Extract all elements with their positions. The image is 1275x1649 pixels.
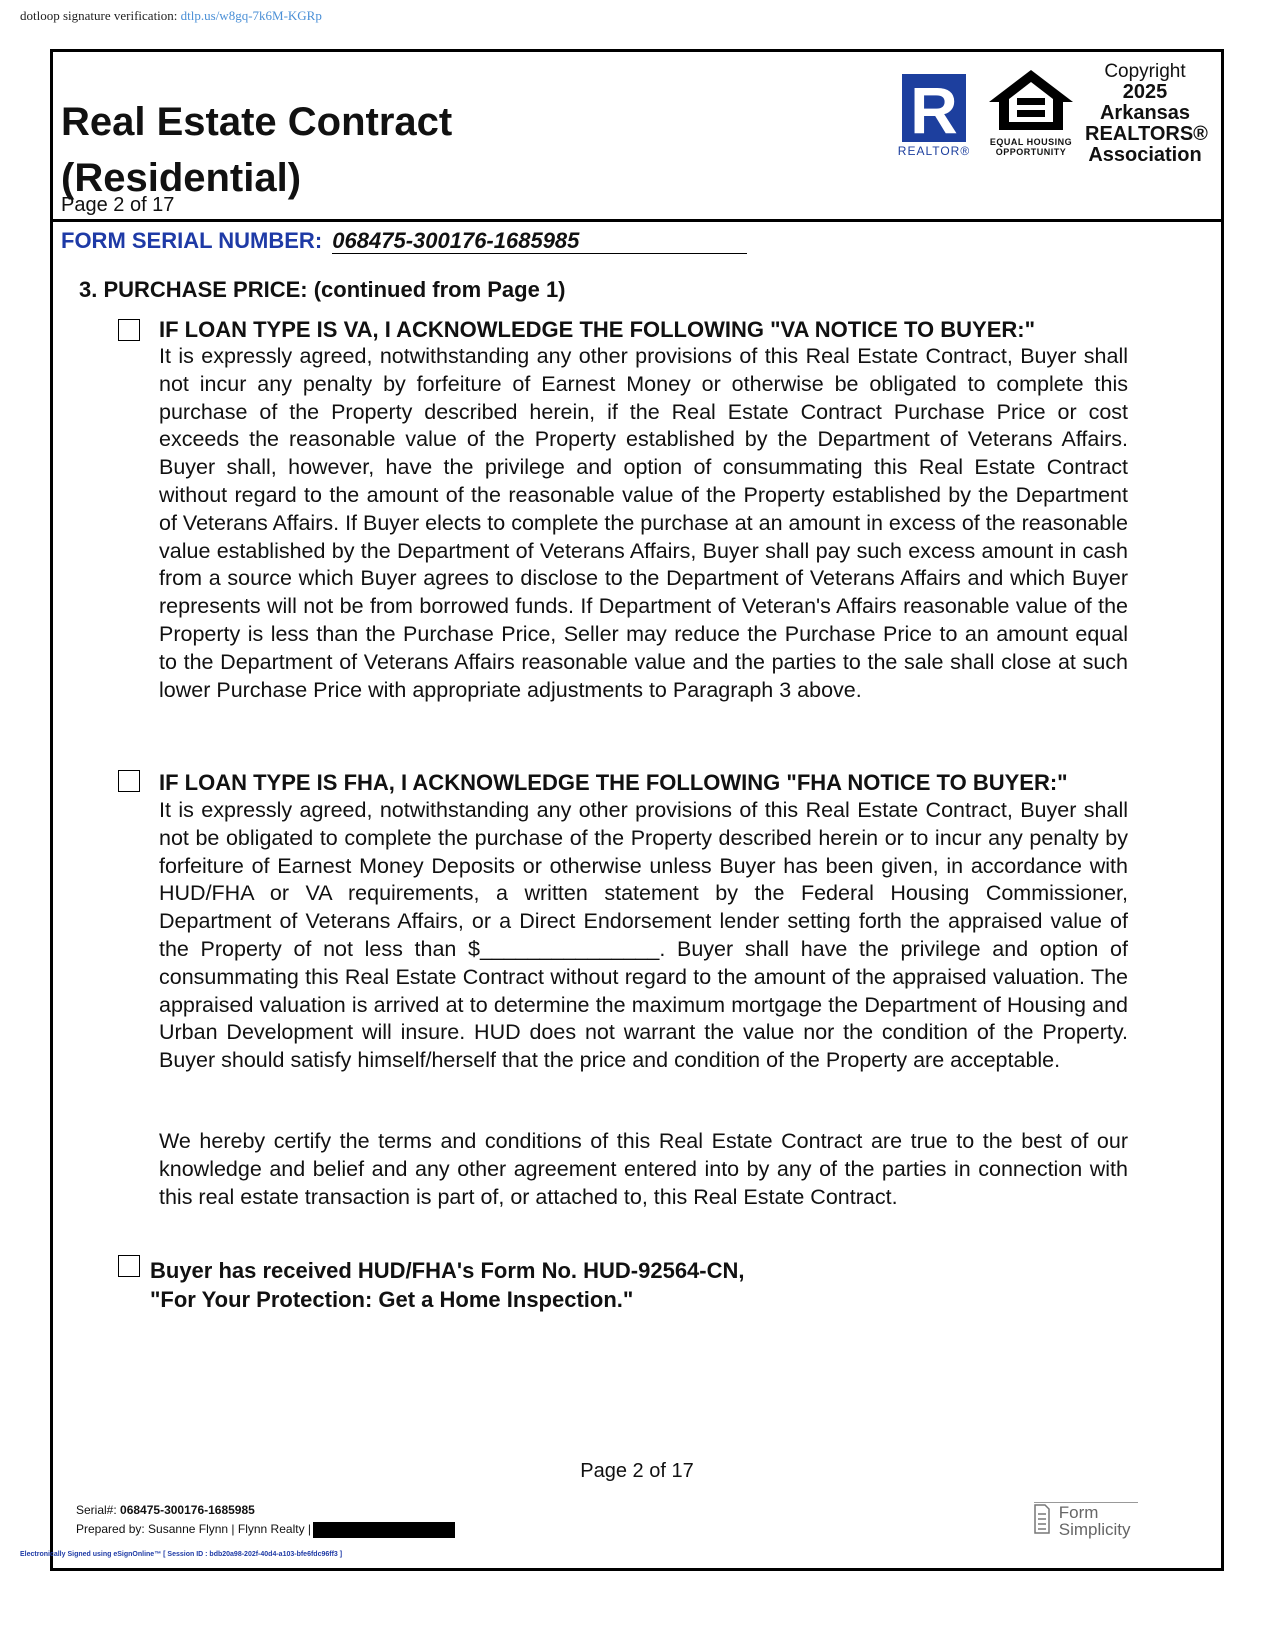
footer-prepared-by bbox=[76, 1520, 455, 1539]
eho-line-2: OPPORTUNITY bbox=[995, 147, 1067, 157]
realtor-label: REALTOR® bbox=[897, 144, 971, 158]
hud-line-1: Buyer has received HUD/FHA's Form No. HUD-92564-CN, bbox=[150, 1258, 745, 1283]
va-notice-checkbox[interactable] bbox=[118, 319, 140, 341]
copyright-line-4: REALTORS® bbox=[1085, 123, 1208, 145]
page-number-footer: Page 2 of 17 bbox=[580, 1460, 694, 1482]
fha-notice-heading: IF LOAN TYPE IS FHA, I ACKNOWLEDGE THE FOLLOWING "FHA NOTICE TO BUYER:" bbox=[159, 770, 1068, 795]
footer-serial bbox=[76, 1501, 455, 1520]
hud-form-acknowledgement bbox=[150, 1256, 745, 1314]
section-title: 3. PURCHASE PRICE: (continued from Page 1) bbox=[79, 277, 566, 302]
verification-label: dotloop signature verification: bbox=[20, 8, 178, 23]
title-line-1: Real Estate Contract bbox=[61, 100, 453, 144]
page-number-header: Page 2 of 17 bbox=[61, 194, 175, 216]
realtor-logo bbox=[893, 74, 975, 158]
page-title bbox=[61, 94, 452, 206]
prepared-by-text: Prepared by: Susanne Flynn | Flynn Realty | bbox=[76, 1522, 312, 1536]
footer-serial-value: 068475-300176-1685985 bbox=[120, 1503, 255, 1517]
equal-housing-house-icon bbox=[985, 68, 1077, 132]
title-line-2: (Residential) bbox=[61, 156, 302, 200]
footer-serial-label: Serial#: bbox=[76, 1503, 117, 1517]
certification-paragraph: We hereby certify the terms and conditions of this Real Estate Contract are true to the best of our knowledge and belief and any other agreement entered into by any of the parties in connection with this real estate transaction is part of, or attached to, this Real Estate Contract. bbox=[159, 1129, 1128, 1209]
brand-line-2: Simplicity bbox=[1058, 1520, 1131, 1539]
esign-session: Electronically Signed using eSignOnline™ [ Session ID : bdb20a98-202f-40d4-a103-bfe6fdc96ff3 ] bbox=[20, 1551, 343, 1558]
serial-value: 068475-300176-1685985 bbox=[332, 228, 747, 254]
document-icon bbox=[1034, 1504, 1050, 1534]
redacted-block bbox=[313, 1522, 455, 1538]
hud-line-2: "For Your Protection: Get a Home Inspection." bbox=[150, 1287, 634, 1312]
brand-line-1: Form bbox=[1058, 1503, 1099, 1522]
copyright-line-3: Arkansas bbox=[1099, 102, 1191, 124]
serial-label: FORM SERIAL NUMBER: bbox=[61, 228, 323, 253]
document-footer bbox=[76, 1501, 455, 1539]
page-header bbox=[53, 52, 1221, 222]
copyright-line-1: Copyright bbox=[1104, 61, 1186, 82]
form-serial-number bbox=[61, 228, 747, 254]
copyright-year: 2025 bbox=[1122, 81, 1168, 103]
copyright-line-5: Association bbox=[1088, 144, 1202, 166]
hud-form-checkbox[interactable] bbox=[118, 1255, 140, 1277]
eho-line-1: EQUAL HOUSING bbox=[989, 137, 1073, 147]
form-simplicity-logo bbox=[1034, 1504, 1131, 1538]
equal-housing-logo bbox=[985, 68, 1077, 157]
fha-notice-checkbox[interactable] bbox=[118, 770, 140, 792]
va-notice-body: It is expressly agreed, notwithstanding any other provisions of this Real Estate Contract, Buyer shall not incur any penalty by forfeiture of Earnest Money or otherwise be obligated to complete this purchase of the Property described herein, if the Real Estate Contract Purchase Price or cost exceeds the reasonable value of the Property established by the Department of Veterans Affairs. Buyer shall, however, have the privilege and option of consummating this Real Estate Contract without regard to the amount of the reasonable value of the Property established by the Department of Veterans Affairs. If Buyer elects to complete the purchase at an amount in excess of the reasonable value established by the Department of Veterans Affairs, Buyer shall pay such excess amount in cash from a source which Buyer agrees to disclose to the Department of Veterans Affairs and which Buyer represents will not be from borrowed funds. If Department of Veteran's Affairs reasonable value of the Property is less than the Purchase Price, Seller may reduce the Purchase Price to an amount equal to the Department of Veterans Affairs reasonable value and the parties to the sale shall close at such lower Purchase Price with appropriate adjustments to Paragraph 3 above. bbox=[159, 344, 1128, 702]
contract-page bbox=[50, 49, 1224, 1571]
copyright-block bbox=[1085, 61, 1208, 166]
signature-verification bbox=[20, 8, 322, 24]
verification-link[interactable]: dtlp.us/w8gq-7k6M-KGRp bbox=[180, 8, 322, 23]
va-notice-heading: IF LOAN TYPE IS VA, I ACKNOWLEDGE THE FOLLOWING "VA NOTICE TO BUYER:" bbox=[159, 317, 1036, 342]
fha-notice-body: It is expressly agreed, notwithstanding any other provisions of this Real Estate Contract, Buyer shall not be obligated to complete the purchase of the Property described herein or to incur any penalty by forfeiture of Earnest Money Deposits or otherwise unless Buyer has been given, in accordance with HUD/FHA or VA requirements, a written statement by the Federal Housing Commissioner, Department of Veterans Affairs, or a Direct Endorsement lender setting forth the appraised value of the Property of not less than $_______________. Buyer shall have the privilege and option of consummating this Real Estate Contract without regard to the amount of the appraised valuation. The appraised valuation is arrived at to determine the maximum mortgage the Department of Housing and Urban Development will insure. HUD does not warrant the value nor the condition of the Property. Buyer should satisfy himself/herself that the price and condition of the Property are acceptable. bbox=[159, 798, 1128, 1073]
realtor-r-icon: R bbox=[902, 74, 966, 142]
